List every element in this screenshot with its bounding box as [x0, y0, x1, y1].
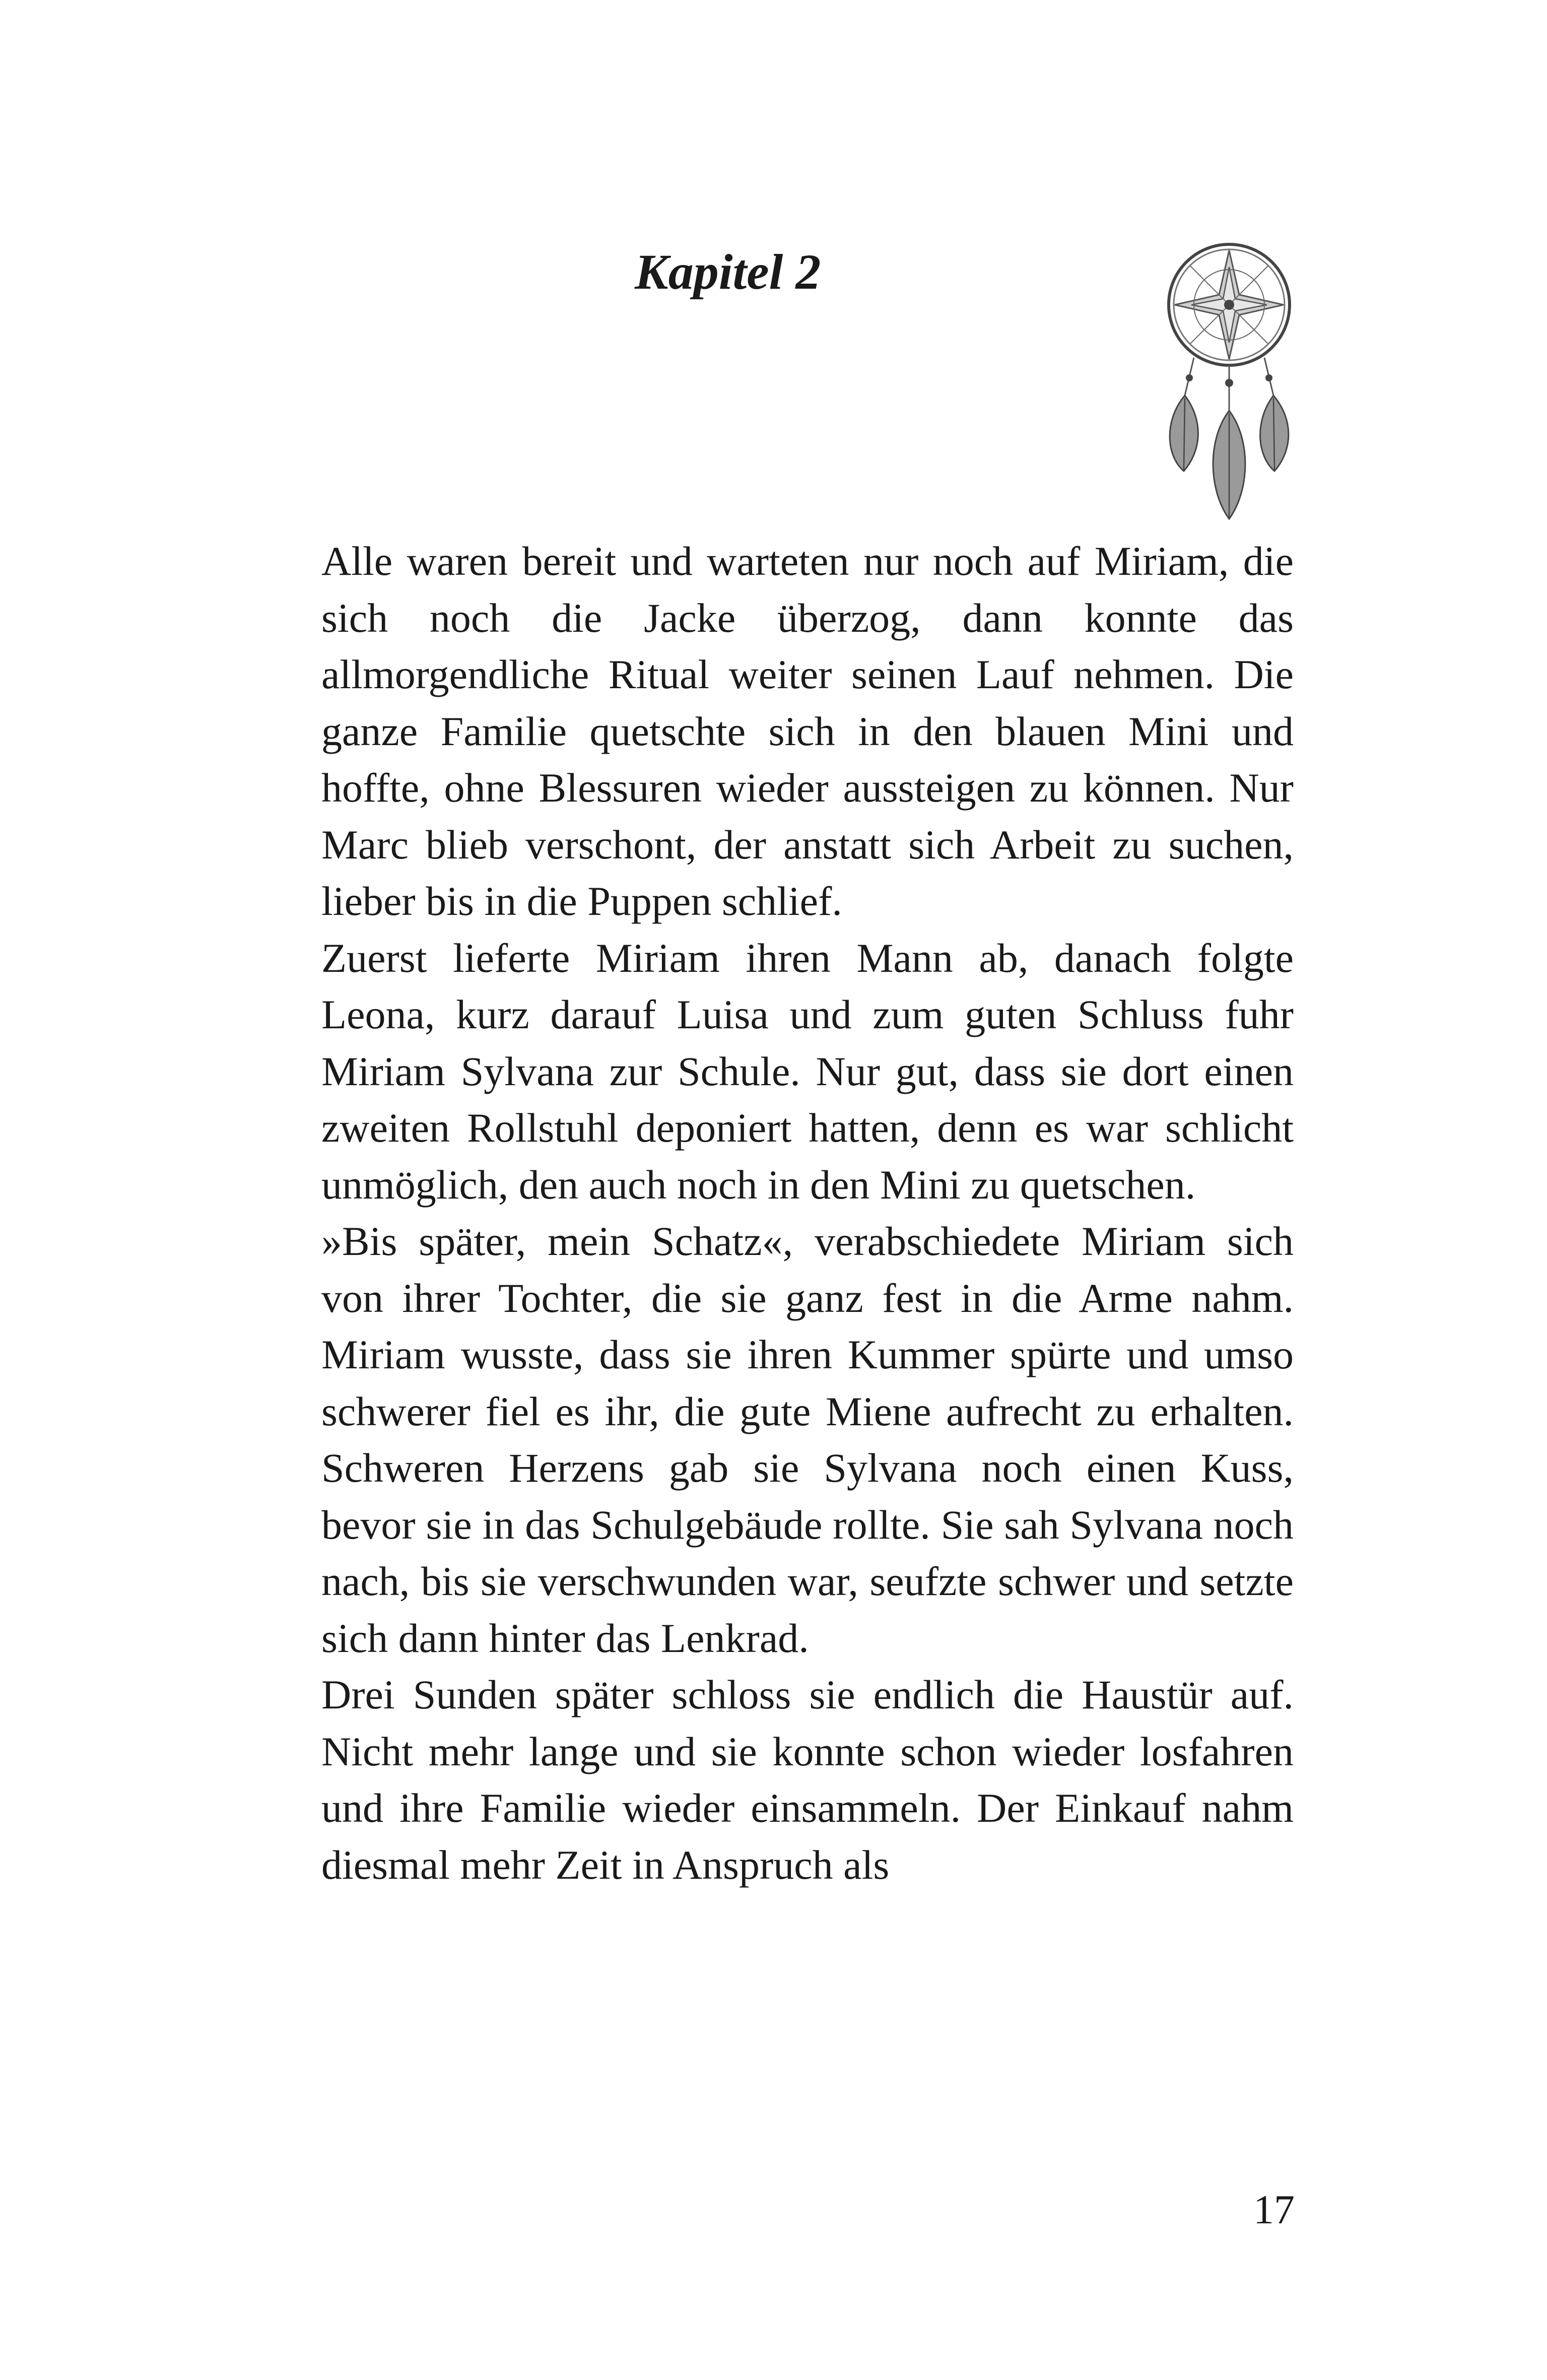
paragraph: Alle waren bereit und warteten nur noch auf Miriam, die sich noch die Jacke überzog, dann konnte das allmorgendliche Ritual weiter seinen Lauf nehmen. Die ganze Familie quetschte sich in den blauen Mini und hoffte, ohne Blessuren wieder aussteigen zu können. Nur Marc blieb verschont, der anstatt sich Arbeit zu suchen, lieber bis in die Puppen schlief.: [321, 538, 1294, 924]
page-number: 17: [1253, 2187, 1295, 2232]
paragraph: Drei Sunden später schloss sie endlich die Haustür auf. Nicht mehr lange und sie konnte schon wieder losfahren und ihre Familie wieder einsammeln. Der Einkauf nahm diesmal mehr Zeit in Anspruch als: [321, 1672, 1294, 1888]
chapter-title: Kapitel 2: [635, 244, 821, 300]
chapter-body-text: [321, 533, 1294, 1893]
dreamcatcher-icon: [1154, 229, 1305, 521]
paragraph: Zuerst lieferte Miriam ihren Mann ab, danach folgte Leona, kurz darauf Luisa und zum guten Schluss fuhr Miriam Sylvana zur Schule. Nur gut, dass sie dort einen zweiten Rollstuhl deponiert hatten, denn es war schlicht unmöglich, den auch noch in den Mini zu quetschen.: [321, 935, 1294, 1208]
paragraph: »Bis später, mein Schatz«, verabschiedete Miriam sich von ihrer Tochter, die sie ganz fest in die Arme nahm. Miriam wusste, dass sie ihren Kummer spürte und umso schwerer fiel es ihr, die gute Miene aufrecht zu erhalten. Schweren Herzens gab sie Sylvana noch einen Kuss, bevor sie in das Schulgebäude rollte. Sie sah Sylvana noch nach, bis sie verschwunden war, seufzte schwer und setzte sich dann hinter das Lenkrad.: [321, 1218, 1294, 1661]
